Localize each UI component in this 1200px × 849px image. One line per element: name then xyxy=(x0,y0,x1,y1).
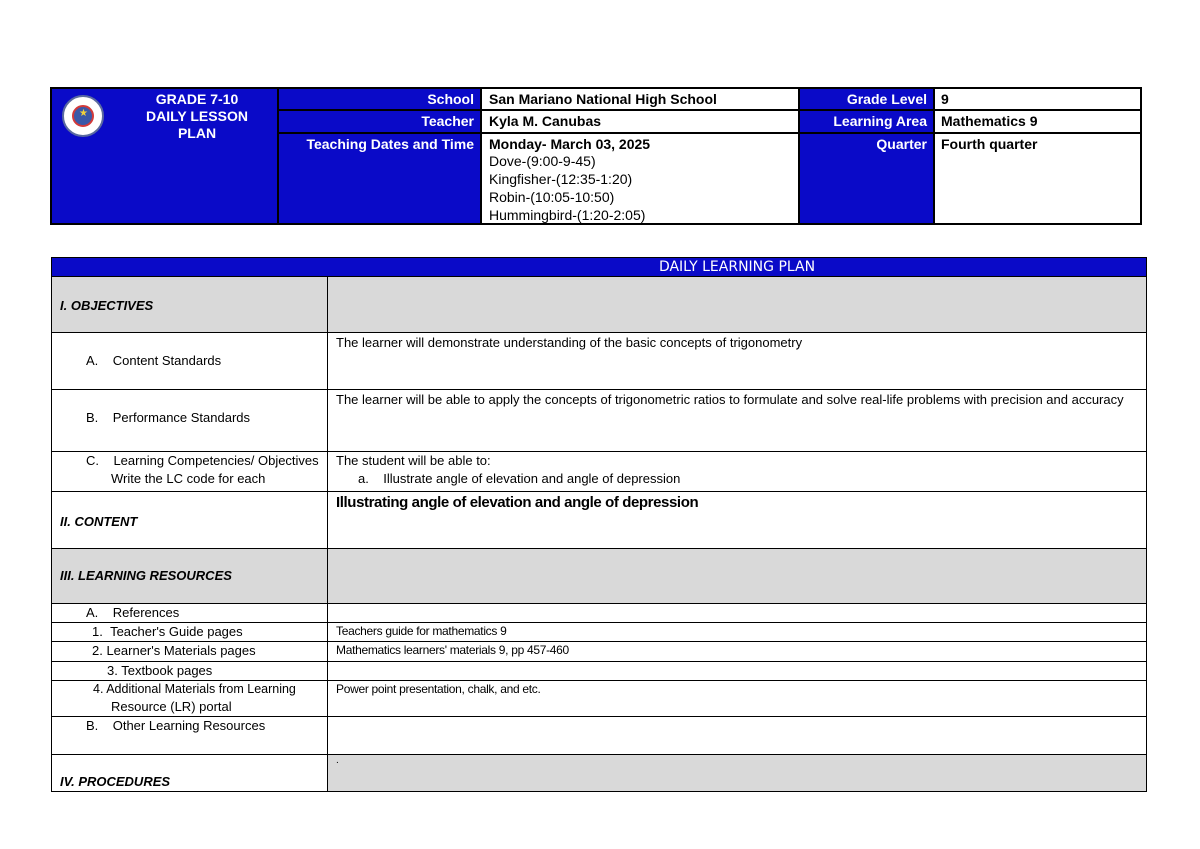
other-resources-label: B. Other Learning Resources xyxy=(86,718,266,733)
content-standards-row xyxy=(51,333,1147,390)
school-value: San Mariano National High School xyxy=(489,91,717,107)
lesson-plan-header xyxy=(50,87,1142,225)
lc-code-label: Write the LC code for each xyxy=(111,471,266,486)
learning-area-value: Mathematics 9 xyxy=(941,113,1038,129)
dlp-title: GRADE 7-10 DAILY LESSON PLAN xyxy=(146,91,248,141)
quarter-value: Fourth quarter xyxy=(941,136,1038,152)
lr-portal-label: Resource (LR) portal xyxy=(111,699,232,714)
textbook-row xyxy=(51,662,1147,681)
daily-learning-plan-table xyxy=(51,257,1147,792)
learning-competencies-row xyxy=(51,452,1147,492)
additional-materials-text: Power point presentation, chalk, and etc. xyxy=(336,682,541,696)
objectives-heading: I. OBJECTIVES xyxy=(60,298,154,313)
learning-resources-heading: III. LEARNING RESOURCES xyxy=(60,568,232,583)
school-label: School xyxy=(427,91,474,107)
teachers-guide-label: 1. Teacher's Guide pages xyxy=(92,624,243,639)
teaching-dates-label: Teaching Dates and Time xyxy=(306,136,474,152)
learning-area-label: Learning Area xyxy=(833,113,927,129)
references-label: A. References xyxy=(86,605,180,620)
performance-standards-text: The learner will be able to apply the concepts of trigonometric ratios to formulate and solve real-life problems with precision and accuracy xyxy=(336,392,1124,407)
class-time-kingfisher: Kingfisher-(12:35-1:20) xyxy=(489,171,633,187)
teacher-label: Teacher xyxy=(421,113,474,129)
class-time-hummingbird: Hummingbird-(1:20-2:05) xyxy=(489,207,646,223)
competencies-item: a. Illustrate angle of elevation and angle of depression xyxy=(358,471,681,486)
teachers-guide-row xyxy=(51,623,1147,642)
class-time-robin: Robin-(10:05-10:50) xyxy=(489,189,615,205)
references-row xyxy=(51,604,1147,623)
quarter-label: Quarter xyxy=(876,136,927,152)
competencies-intro: The student will be able to: xyxy=(336,453,491,468)
performance-standards-row xyxy=(51,390,1147,452)
plan-banner-row xyxy=(51,257,1147,277)
deped-seal-logo: ★ xyxy=(62,95,104,137)
grade-level-value: 9 xyxy=(941,91,949,107)
content-heading: II. CONTENT xyxy=(60,514,138,529)
grade-level-label: Grade Level xyxy=(846,91,927,107)
procedures-heading: IV. PROCEDURES xyxy=(60,774,171,789)
content-standards-text: The learner will demonstrate understanding of the basic concepts of trigonometry xyxy=(336,335,803,350)
learning-competencies-label: C. Learning Competencies/ Objectives xyxy=(86,453,319,468)
additional-materials-label: 4. Additional Materials from Learning xyxy=(93,682,296,696)
plan-banner-title: DAILY LEARNING PLAN xyxy=(658,259,816,275)
class-time-dove: Dove-(9:00-9-45) xyxy=(489,153,596,169)
teacher-value: Kyla M. Canubas xyxy=(489,113,602,129)
additional-materials-row xyxy=(51,681,1147,717)
textbook-label: 3. Textbook pages xyxy=(107,663,213,678)
procedures-text: . xyxy=(336,755,339,766)
teachers-guide-text: Teachers guide for mathematics 9 xyxy=(336,624,507,638)
procedures-row xyxy=(51,755,1147,792)
learners-materials-row xyxy=(51,642,1147,662)
other-resources-row xyxy=(51,717,1147,755)
content-text: Illustrating angle of elevation and angle of depression xyxy=(336,494,699,511)
learners-materials-label: 2. Learner's Materials pages xyxy=(92,643,256,658)
content-standards-label: A. Content Standards xyxy=(86,353,222,368)
content-row xyxy=(51,492,1147,549)
learning-resources-row xyxy=(51,549,1147,604)
learners-materials-text: Mathematics learners' materials 9, pp 457-460 xyxy=(336,643,569,657)
teaching-dates-value: Monday- March 03, 2025 Dove-(9:00-9-45) Kingfisher-(12:35-1:20) Robin-(10:05-10:50) Hummingbird-(1:20-2:05) xyxy=(483,136,798,224)
objectives-row xyxy=(51,277,1147,333)
performance-standards-label: B. Performance Standards xyxy=(86,410,251,425)
